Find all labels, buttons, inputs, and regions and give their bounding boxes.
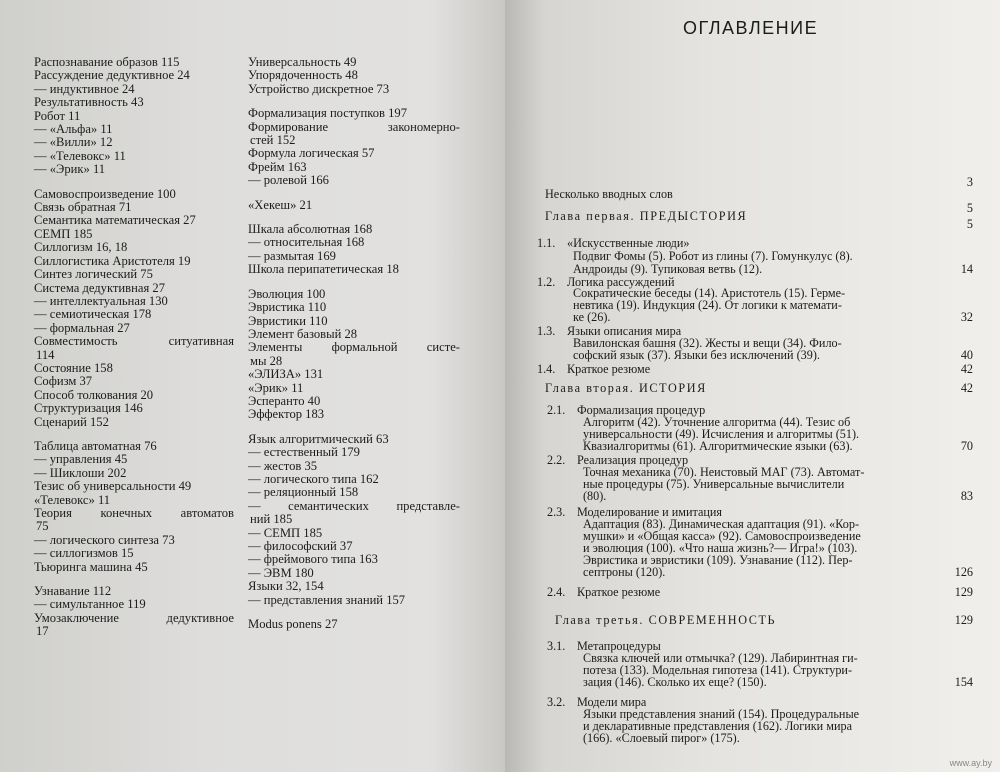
index-entry: — СЕМП 185 — [248, 525, 323, 540]
toc-entry-text: Краткое резюме — [567, 362, 651, 376]
index-entry: — «Альфа» 11 — [34, 122, 113, 137]
index-word: формальной — [331, 340, 398, 355]
toc-line — [505, 586, 1000, 600]
index-entry: — жестов 35 — [248, 458, 318, 473]
index-entry: — симультанное 119 — [34, 597, 146, 612]
index-entry: стей 152 — [250, 133, 296, 148]
toc-line — [505, 732, 1000, 746]
toc-entry-text: Языки представления знаний (154). Процедуральные — [583, 707, 860, 721]
toc-line — [505, 349, 1000, 363]
toc-entry-text: ке (26). — [573, 310, 611, 324]
toc-section-number: 1.4. — [537, 362, 556, 376]
toc-line — [505, 363, 1000, 377]
index-entry: — «Телевокс» 11 — [34, 148, 126, 163]
index-entry: — фреймового типа 163 — [248, 552, 378, 567]
toc-section-number: 3.1. — [547, 639, 566, 653]
toc-section-number: 2.4. — [547, 585, 566, 599]
index-entry: Эвристика 110 — [248, 300, 327, 315]
index-entry: Структуризация 146 — [34, 401, 143, 416]
index-entry: СЕМП 185 — [34, 226, 93, 241]
index-entry: Таблица автоматная 76 — [34, 438, 157, 453]
toc-page-number: 126 — [954, 565, 973, 579]
toc-page-number: 129 — [954, 585, 973, 599]
index-entry — [34, 507, 234, 520]
index-entry: — управления 45 — [34, 452, 128, 467]
toc-line — [505, 490, 1000, 504]
index-word: систе- — [426, 340, 460, 355]
toc-page-number: 5 — [966, 217, 973, 231]
toc-entry-text: Квазиалгоритмы (61). Алгоритмические языки (63). — [583, 439, 853, 453]
toc-section-number: 1.2. — [537, 275, 556, 289]
index-column-1 — [34, 56, 234, 639]
index-entry — [248, 500, 460, 513]
toc-entry-text: Эвристика и эвристики (109). Узнавание (112). Пер- — [583, 553, 853, 567]
index-word: семантических — [288, 498, 369, 513]
index-entry: — размытая 169 — [248, 248, 336, 263]
index-entry: Языки 32, 154 — [248, 579, 324, 594]
toc-entry-text: невтика (19). Индукция (24). От логики к математи- — [573, 298, 842, 312]
index-entry: Формула логическая 57 — [248, 146, 375, 161]
toc-page-number: 5 — [966, 201, 973, 215]
toc-section-number: 3.2. — [547, 695, 566, 709]
toc-page-number: 42 — [960, 362, 973, 376]
index-entry: — силлогизмов 15 — [34, 546, 134, 561]
toc-entry-text: (80). — [583, 489, 607, 503]
index-entry: Результативность 43 — [34, 95, 144, 110]
index-entry — [248, 121, 460, 134]
toc-page-number: 154 — [954, 675, 973, 689]
index-entry: Устройство дискретное 73 — [248, 81, 390, 96]
index-entry: Робот 11 — [34, 108, 81, 123]
index-entry: Силлогизм 16, 18 — [34, 240, 128, 255]
toc-page-number: 129 — [954, 613, 973, 627]
toc-section-number: 2.1. — [547, 403, 566, 417]
toc-entry-text: Логика рассуждений — [567, 275, 675, 289]
index-entry: «Эрик» 11 — [248, 380, 304, 395]
index-entry: Состояние 158 — [34, 360, 113, 375]
index-entry: — относительная 168 — [248, 235, 365, 250]
toc-line — [505, 614, 1000, 628]
index-entry: — Шиклоши 202 — [34, 465, 127, 480]
toc-entry-text: Несколько вводных слов — [545, 187, 673, 201]
index-entry: Софизм 37 — [34, 374, 93, 389]
index-entry: Система дедуктивная 27 — [34, 280, 165, 295]
toc-line — [505, 440, 1000, 454]
toc-entry-text: Связка ключей или отмычка? (129). Лабиринтная ги- — [583, 651, 858, 665]
toc-section-number: 2.2. — [547, 453, 566, 467]
index-entry: Modus ponens 27 — [248, 617, 338, 632]
index-entry: Самовоспроизведение 100 — [34, 186, 176, 201]
index-word: конечных — [100, 506, 153, 520]
index-entry: 114 — [36, 347, 55, 362]
toc-entry-text: Вавилонская башня (32). Жесты и вещи (34). Фило- — [573, 336, 842, 350]
index-entry: — реляционный 158 — [248, 485, 359, 500]
toc-entry-text: Метапроцедуры — [577, 639, 661, 653]
index-word: дедуктивное — [166, 610, 234, 625]
toc-page-number: 40 — [960, 348, 973, 362]
index-entry: — семиотическая 178 — [34, 307, 152, 322]
toc-entry-text: Реализация процедур — [577, 453, 689, 467]
index-entry: 75 — [36, 519, 49, 534]
index-entry: Способ толкования 20 — [34, 387, 154, 402]
index-word: Формирование — [248, 119, 329, 134]
index-entry: Сценарий 152 — [34, 414, 109, 429]
index-entry: — представления знаний 157 — [248, 592, 406, 607]
index-entry: Формализация поступков 197 — [248, 106, 408, 121]
toc-entry-text: софский язык (37). Языки без исключений (39). — [573, 348, 820, 362]
right-page-contents — [505, 0, 1000, 772]
index-entry: — индуктивное 24 — [34, 81, 135, 96]
index-entry: «ЭЛИЗА» 131 — [248, 367, 324, 382]
toc-entry-text: Моделирование и имитация — [577, 505, 723, 519]
index-word: ситуативная — [168, 334, 234, 349]
index-word: автоматов — [180, 506, 234, 520]
toc-entry-text: Краткое резюме — [577, 585, 661, 599]
index-entry: Шкала абсолютная 168 — [248, 222, 373, 237]
index-entry: Тьюринга машина 45 — [34, 559, 148, 574]
toc-entry-text: зация (146). Сколько их еще? (150). — [583, 675, 767, 689]
toc-page-number: 42 — [960, 381, 973, 395]
index-word: Совместимость — [34, 334, 118, 349]
index-entry: Язык алгоритмический 63 — [248, 431, 389, 446]
index-entry: Тезис об универсальности 49 — [34, 479, 192, 494]
toc-entry-text: септроны (120). — [583, 565, 666, 579]
toc-line — [505, 566, 1000, 580]
toc-chapter-heading: Глава третья. СОВРЕМЕННОСТЬ — [555, 613, 777, 627]
index-entry: — «Вилли» 12 — [34, 135, 113, 150]
index-entry: Универсальность 49 — [248, 55, 357, 69]
index-entry: Рассуждение дедуктивное 24 — [34, 68, 190, 83]
toc-entry-text: потеза (133). Модельная гипотеза (141). Структури- — [583, 663, 852, 677]
index-entry: Школа перипатетическая 18 — [248, 262, 399, 277]
toc-page-number: 3 — [966, 175, 973, 189]
toc-line — [505, 311, 1000, 325]
toc-entry-text: Подвиг Фомы (5). Робот из глины (7). Гомункулус (8). — [573, 249, 853, 263]
toc-chapter-heading: Глава первая. ПРЕДЫСТОРИЯ — [545, 209, 748, 223]
index-gap — [34, 177, 234, 188]
index-entry: Эволюция 100 — [248, 286, 326, 301]
index-entry: — естественный 179 — [248, 445, 360, 460]
index-word: представле- — [396, 498, 460, 513]
toc-entry-text: и эволюция (100). «Что наша жизнь?— Игра!» (103). — [583, 541, 858, 555]
index-entry: Эсперанто 40 — [248, 393, 321, 408]
toc-section-number: 2.3. — [547, 505, 566, 519]
toc-entry-text: универсальности (49). Исчисления и алгоритмы (51). — [583, 427, 860, 441]
toc-line — [505, 218, 1000, 232]
index-entry: Упорядоченность 48 — [248, 68, 358, 83]
index-entry: Семантика математическая 27 — [34, 213, 196, 228]
toc-section-number: 1.1. — [537, 236, 556, 250]
index-word: Элементы — [248, 340, 303, 355]
index-entry: — интеллектуальная 130 — [34, 293, 168, 308]
toc-page-number: 70 — [960, 439, 973, 453]
toc-entry-text: «Искусственные люди» — [567, 236, 690, 250]
index-column-2 — [248, 56, 460, 631]
index-entry: 17 — [36, 624, 49, 639]
index-word: — — [248, 498, 261, 513]
toc-entry-text: и декларативные представления (162). Логики мира — [583, 719, 852, 733]
toc-entry-text: ные процедуры (75). Универсальные вычислители — [583, 477, 845, 491]
toc-line — [505, 188, 1000, 202]
index-entry: Элемент базовый 28 — [248, 326, 358, 341]
index-entry: — ЭВМ 180 — [248, 565, 314, 580]
toc-page-number: 32 — [960, 310, 973, 324]
index-entry: Связь обратная 71 — [34, 200, 132, 215]
index-entry: Фрейм 163 — [248, 159, 307, 174]
index-entry: ний 185 — [250, 512, 293, 527]
index-gap — [248, 188, 460, 199]
index-entry — [248, 341, 460, 354]
index-entry: «Телевокс» 11 — [34, 492, 111, 507]
toc-page-number: 14 — [960, 262, 973, 276]
toc-entry-text: Сократические беседы (14). Аристотель (15). Герме- — [573, 286, 846, 300]
index-entry — [34, 335, 234, 348]
watermark-text: www.ay.by — [949, 758, 992, 768]
index-entry: Узнавание 112 — [34, 584, 112, 599]
index-entry: — «Эрик» 11 — [34, 162, 106, 177]
toc-entry-text: Алгоритм (42). Уточнение алгоритма (44). Тезис об — [583, 415, 851, 429]
index-entry: Эвристики 110 — [248, 313, 328, 328]
index-entry: — логического типа 162 — [248, 471, 379, 486]
toc-entry-text: мушки» и «Общая касса» (92). Самовоспроизведение — [583, 529, 861, 543]
toc-entry-text: (166). «Слоевый пирог» (175). — [583, 731, 740, 745]
index-entry — [34, 612, 234, 625]
toc-entry-text: Языки описания мира — [567, 324, 682, 338]
toc-entry-text: Модели мира — [577, 695, 647, 709]
index-word: Теория — [34, 506, 72, 520]
index-entry: — ролевой 166 — [248, 173, 329, 188]
index-entry: Эффектор 183 — [248, 407, 325, 422]
toc-line — [505, 382, 1000, 396]
index-entry: «Хекеш» 21 — [248, 197, 313, 212]
index-word: Умозаключение — [34, 610, 119, 625]
index-entry: Распознавание образов 115 — [34, 55, 180, 69]
toc-section-number: 1.3. — [537, 324, 556, 338]
toc-entry-text: Точная механика (70). Неистовый МАГ (73). Автомат- — [583, 465, 865, 479]
index-entry: мы 28 — [250, 353, 283, 368]
index-entry: Синтез логический 75 — [34, 267, 153, 282]
toc-entry-text: Адаптация (83). Динамическая адаптация (91). «Кор- — [583, 517, 860, 531]
contents-title: ОГЛАВЛЕНИЕ — [683, 18, 819, 38]
index-entry: — формальная 27 — [34, 320, 130, 335]
toc-entry-text: Андроиды (9). Тупиковая ветвь (12). — [573, 262, 763, 276]
index-word: закономерно- — [387, 119, 460, 134]
toc-line — [505, 676, 1000, 690]
toc-chapter-heading: Глава вторая. ИСТОРИЯ — [545, 381, 707, 395]
index-entry: Силлогистика Аристотеля 19 — [34, 253, 191, 268]
index-entry: — логического синтеза 73 — [34, 532, 175, 547]
index-entry: — философский 37 — [248, 539, 353, 553]
toc-page-number: 83 — [960, 489, 973, 503]
toc-entry-text: Формализация процедур — [577, 403, 706, 417]
